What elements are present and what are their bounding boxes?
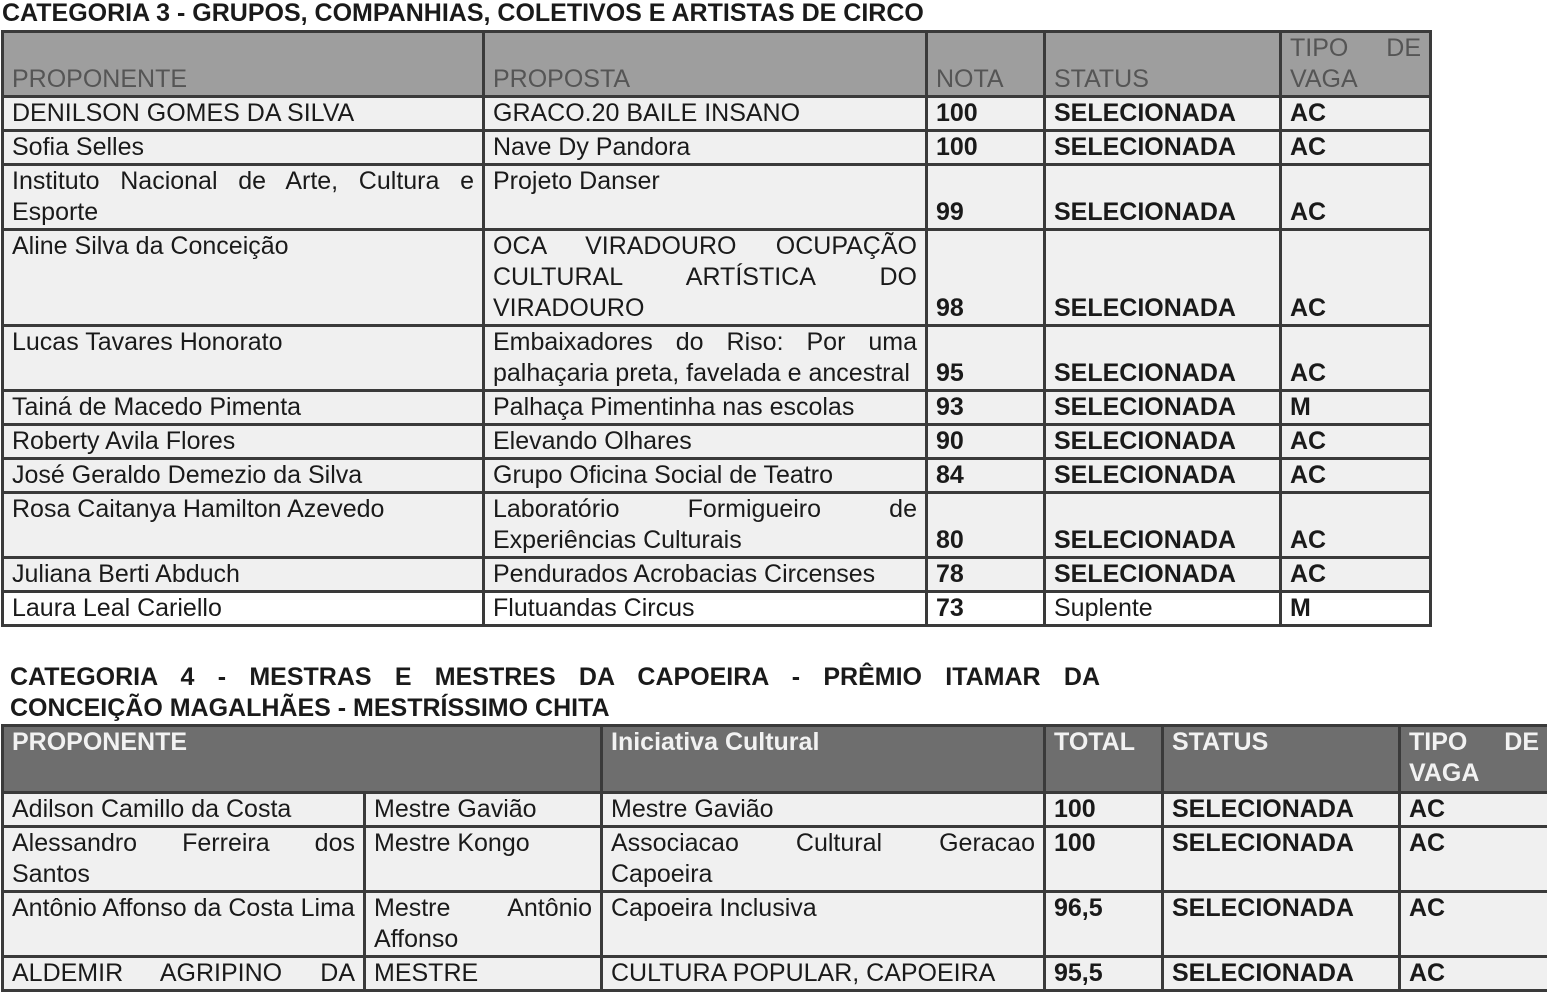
- cell-proponente: Sofia Selles: [3, 131, 484, 165]
- category-4-title-line-1: CATEGORIA 4 - MESTRAS E MESTRES DA CAPOEIRA - PRÊMIO ITAMAR DA: [10, 663, 1100, 691]
- cell-status: SELECIONADA: [1045, 131, 1281, 165]
- cell-tipo: AC: [1281, 97, 1431, 131]
- cell-status: SELECIONADA: [1045, 391, 1281, 425]
- cell-tipo: AC: [1400, 827, 1547, 892]
- cell-proponente: Tainá de Macedo Pimenta: [3, 391, 484, 425]
- table-row: [3, 97, 1431, 131]
- cell-nota: 84: [927, 459, 1045, 493]
- cell-tipo: AC: [1281, 493, 1431, 558]
- cell-proponente: Rosa Caitanya Hamilton Azevedo: [3, 493, 484, 558]
- cell-status: SELECIONADA: [1045, 165, 1281, 230]
- cell-status: SELECIONADA: [1163, 892, 1400, 957]
- cell-proponente: Adilson Camillo da Costa: [3, 793, 365, 827]
- cell-proposta: Grupo Oficina Social de Teatro: [484, 459, 927, 493]
- cell-tipo: AC: [1400, 957, 1547, 991]
- cell-nota: 100: [927, 97, 1045, 131]
- cell-nota: 93: [927, 391, 1045, 425]
- cell-tipo: AC: [1281, 165, 1431, 230]
- table-header-row: [3, 32, 1431, 97]
- cell-proposta: Laboratório Formigueiro de Experiências Culturais: [484, 493, 927, 558]
- header-nota: NOTA: [927, 32, 1045, 97]
- cell-proponente: José Geraldo Demezio da Silva: [3, 459, 484, 493]
- table-row: [3, 165, 1431, 230]
- cell-iniciativa: Capoeira Inclusiva: [602, 892, 1045, 957]
- header-vaga-word: VAGA: [1290, 65, 1358, 93]
- cell-mestre: Mestre Gavião: [365, 793, 602, 827]
- cell-tipo: AC: [1281, 131, 1431, 165]
- table-row: [3, 892, 1547, 957]
- cell-status: SELECIONADA: [1045, 326, 1281, 391]
- cell-nota: 78: [927, 558, 1045, 592]
- table-row: [3, 131, 1431, 165]
- cell-status: SELECIONADA: [1045, 425, 1281, 459]
- table-row: [3, 592, 1431, 626]
- cell-proponente: DENILSON GOMES DA SILVA: [3, 97, 484, 131]
- cell-iniciativa: Mestre Gavião: [602, 793, 1045, 827]
- cell-total: 100: [1045, 793, 1163, 827]
- cell-proposta: Nave Dy Pandora: [484, 131, 927, 165]
- cell-tipo: AC: [1281, 558, 1431, 592]
- cell-mestre: MESTRE: [365, 957, 602, 991]
- cell-total: 95,5: [1045, 957, 1163, 991]
- cell-total: 96,5: [1045, 892, 1163, 957]
- cell-nota: 95: [927, 326, 1045, 391]
- cell-iniciativa: Associacao Cultural Geracao Capoeira: [602, 827, 1045, 892]
- table-row: [3, 230, 1431, 326]
- cell-proposta: OCA VIRADOURO OCUPAÇÃO CULTURAL ARTÍSTICA DO VIRADOURO: [484, 230, 927, 326]
- cell-tipo: AC: [1281, 459, 1431, 493]
- cell-proposta: GRACO.20 BAILE INSANO: [484, 97, 927, 131]
- cell-proponente: Laura Leal Cariello: [3, 592, 484, 626]
- table-row: [3, 827, 1547, 892]
- cell-nota: 100: [927, 131, 1045, 165]
- header-tipo-vaga: [1281, 32, 1431, 97]
- cell-tipo: AC: [1400, 892, 1547, 957]
- table-row: [3, 459, 1431, 493]
- header-de-word: DE: [1504, 728, 1539, 756]
- cell-nota: 98: [927, 230, 1045, 326]
- category-4-title-line-2: CONCEIÇÃO MAGALHÃES - MESTRÍSSIMO CHITA: [10, 694, 610, 722]
- cell-nota: 73: [927, 592, 1045, 626]
- table-row: [3, 425, 1431, 459]
- cell-mestre: Mestre Antônio Affonso: [365, 892, 602, 957]
- cell-status: SELECIONADA: [1045, 230, 1281, 326]
- category-3-table: [1, 30, 1432, 627]
- cell-tipo: AC: [1281, 326, 1431, 391]
- header-de-word: DE: [1386, 34, 1421, 62]
- cell-status: Suplente: [1045, 592, 1281, 626]
- cell-proponente: Juliana Berti Abduch: [3, 558, 484, 592]
- cell-tipo: AC: [1281, 425, 1431, 459]
- category-4-table: [1, 724, 1547, 992]
- category-3-title: CATEGORIA 3 - GRUPOS, COMPANHIAS, COLETIVOS E ARTISTAS DE CIRCO: [2, 0, 924, 27]
- cell-tipo: M: [1281, 592, 1431, 626]
- cell-proposta: Elevando Olhares: [484, 425, 927, 459]
- cell-status: SELECIONADA: [1045, 493, 1281, 558]
- cell-tipo: AC: [1281, 230, 1431, 326]
- header-total: TOTAL: [1045, 726, 1163, 793]
- cell-status: SELECIONADA: [1045, 459, 1281, 493]
- cell-mestre: Mestre Kongo: [365, 827, 602, 892]
- header-tipo-word: TIPO: [1409, 728, 1468, 756]
- header-proponente: PROPONENTE: [3, 726, 602, 793]
- cell-iniciativa: CULTURA POPULAR, CAPOEIRA: [602, 957, 1045, 991]
- table-row: [3, 326, 1431, 391]
- cell-status: SELECIONADA: [1163, 793, 1400, 827]
- cell-total: 100: [1045, 827, 1163, 892]
- cell-status: SELECIONADA: [1045, 97, 1281, 131]
- header-proponente: PROPONENTE: [3, 32, 484, 97]
- cell-tipo: M: [1281, 391, 1431, 425]
- cell-status: SELECIONADA: [1045, 558, 1281, 592]
- cell-status: SELECIONADA: [1163, 827, 1400, 892]
- cell-proponente: ALDEMIR AGRIPINO DA: [3, 957, 365, 991]
- header-tipo-word: TIPO: [1290, 34, 1349, 62]
- table-row: [3, 957, 1547, 991]
- cell-proposta: Palhaça Pimentinha nas escolas: [484, 391, 927, 425]
- cell-proponente: Aline Silva da Conceição: [3, 230, 484, 326]
- cell-nota: 80: [927, 493, 1045, 558]
- cell-status: SELECIONADA: [1163, 957, 1400, 991]
- table-row: [3, 793, 1547, 827]
- table-row: [3, 558, 1431, 592]
- cell-proponente: Instituto Nacional de Arte, Cultura e Esporte: [3, 165, 484, 230]
- cell-nota: 99: [927, 165, 1045, 230]
- cell-proponente: Antônio Affonso da Costa Lima: [3, 892, 365, 957]
- cell-proposta: Pendurados Acrobacias Circenses: [484, 558, 927, 592]
- cell-tipo: AC: [1400, 793, 1547, 827]
- cell-proposta: Embaixadores do Riso: Por uma palhaçaria preta, favelada e ancestral: [484, 326, 927, 391]
- cell-proponente: Alessandro Ferreira dos Santos: [3, 827, 365, 892]
- header-status: STATUS: [1163, 726, 1400, 793]
- header-iniciativa: Iniciativa Cultural: [602, 726, 1045, 793]
- table-row: [3, 391, 1431, 425]
- cell-proponente: Roberty Avila Flores: [3, 425, 484, 459]
- cell-proponente: Lucas Tavares Honorato: [3, 326, 484, 391]
- table-header-row: [3, 726, 1547, 793]
- header-proposta: PROPOSTA: [484, 32, 927, 97]
- cell-proposta: Projeto Danser: [484, 165, 927, 230]
- cell-nota: 90: [927, 425, 1045, 459]
- header-tipo-vaga: [1400, 726, 1547, 793]
- header-status: STATUS: [1045, 32, 1281, 97]
- cell-proposta: Flutuandas Circus: [484, 592, 927, 626]
- header-vaga-word: VAGA: [1409, 759, 1480, 787]
- table-row: [3, 493, 1431, 558]
